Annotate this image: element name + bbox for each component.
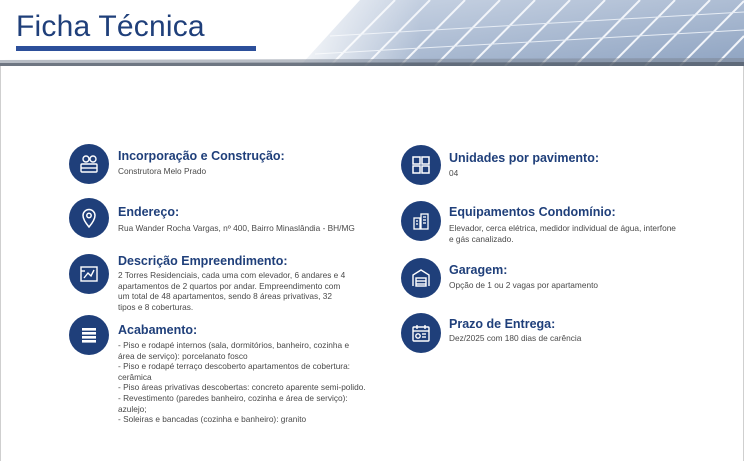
item-line: um total de 48 apartamentos, sendo 8 áreas privativas, 32 [118, 291, 333, 302]
item-line: área de serviço): porcelanato fosco [118, 350, 248, 361]
item-text [118, 340, 366, 425]
item-line: Elevador, cerca elétrica, medidor individual de água, interfone [449, 223, 676, 233]
item-line: - Revestimento (paredes banheiro, cozinha e área de serviço): [118, 392, 348, 403]
title-underline [16, 46, 256, 51]
item-line: 04 [449, 168, 459, 178]
item-heading: Equipamentos Condomínio: [449, 205, 616, 219]
item-text [449, 223, 676, 244]
building-construction-icon [69, 144, 109, 184]
header-banner [0, 0, 744, 66]
item-line: - Piso e rodapé terraço descoberto apartamentos de cobertura: [118, 361, 350, 372]
item-line: - Piso áreas privativas descobertas: concreto aparente semi-polido. [118, 382, 366, 393]
item-line: Opção de 1 ou 2 vagas por apartamento [449, 280, 598, 290]
item-line: - Soleiras e bancadas (cozinha e banheiro): granito [118, 414, 307, 425]
item-line: cerâmica [118, 371, 152, 382]
page-title: Ficha Técnica [16, 10, 205, 43]
item-heading: Endereço: [118, 205, 180, 219]
item-text [449, 168, 458, 179]
item-line: 2 Torres Residenciais, cada uma com elevador, 6 andares e 4 [118, 270, 346, 280]
layers-icon [69, 315, 109, 355]
item-heading: Acabamento: [118, 323, 198, 337]
item-line: Dez/2025 com 180 dias de carência [449, 333, 582, 343]
frame-border-left [0, 66, 1, 461]
blueprint-icon [69, 254, 109, 294]
item-line: apartamentos de 2 quartos por andar. Empreendimento com [118, 280, 341, 291]
item-line: azulejo; [118, 403, 147, 414]
item-text [118, 270, 345, 312]
item-heading: Garagem: [449, 263, 508, 277]
item-line: Construtora Melo Prado [118, 166, 207, 176]
item-text [449, 333, 581, 344]
calendar-icon [401, 313, 441, 353]
location-pin-icon [69, 198, 109, 238]
item-heading: Unidades por pavimento: [449, 151, 600, 165]
item-line: tipos e 8 coberturas. [118, 301, 194, 312]
buildings-icon [401, 201, 441, 241]
item-text [118, 223, 355, 234]
item-heading: Prazo de Entrega: [449, 317, 556, 331]
item-line: Rua Wander Rocha Vargas, nº 400, Bairro Minaslândia - BH/MG [118, 223, 355, 233]
garage-icon [401, 258, 441, 298]
grid-units-icon [401, 145, 441, 185]
item-heading: Incorporação e Construção: [118, 149, 285, 163]
item-heading: Descrição Empreendimento: [118, 254, 288, 268]
item-text [118, 166, 206, 177]
item-text [449, 280, 598, 291]
item-line: e gás canalizado. [449, 233, 514, 244]
item-line: - Piso e rodapé internos (sala, dormitórios, banheiro, cozinha e [118, 340, 350, 350]
